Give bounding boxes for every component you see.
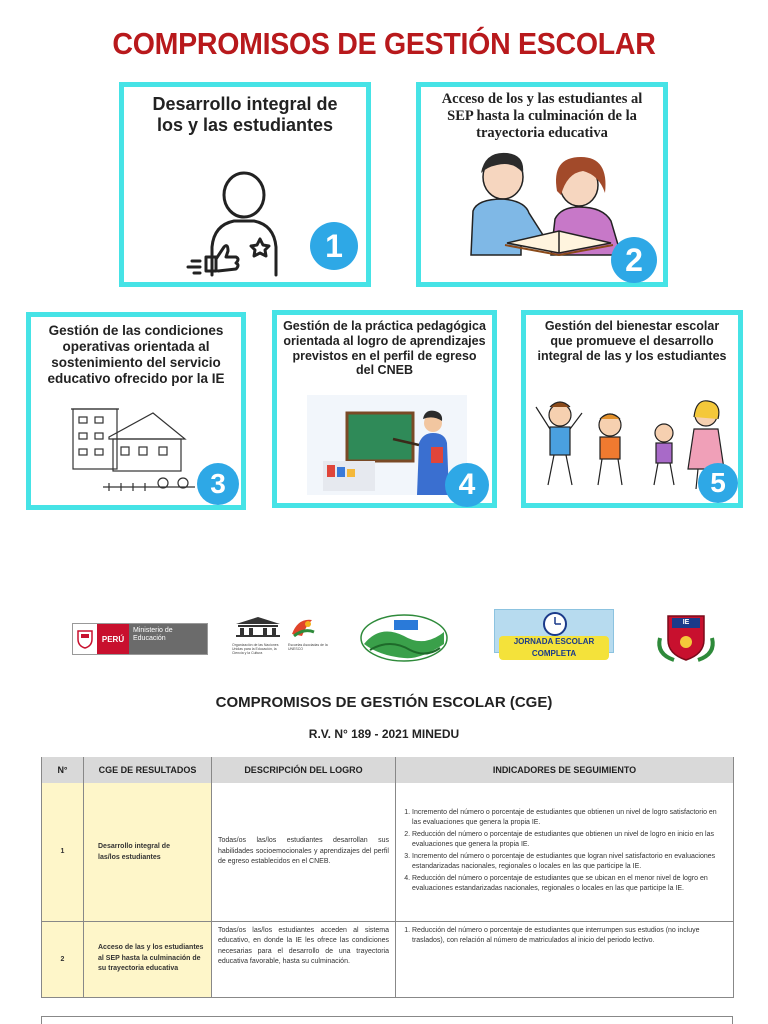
logos-row [0,606,768,662]
indicator-item: 3. Incremento del número o porcentaje de estudiantes que logran nivel satisfactorio en evaluaciones estandarizadas nacionales, regionales o locales en las que participe la IE. [412,852,727,873]
escuelas-asociadas-logo [288,616,328,662]
header-n: N° [42,757,84,783]
peru-shield-icon [76,629,94,649]
number-badge-4: 4 [445,463,489,507]
jec-logo [494,609,614,658]
peru-label: PERÚ [97,624,129,654]
card-title: Gestión de las condiciones operativas orientada al sostenimiento del servicio educativo ofrecido por la IE [47,323,225,386]
page-title: COMPROMISOS DE GESTIÓN ESCOLAR [112,26,656,61]
row-description: Todas/os las/los estudiantes desarrollan sus habilidades socioemocionales y aprendizajes del perfil de egreso establecidos en el CNEB. [212,783,396,921]
card-title: Gestión del bienestar escolar que promueve el desarrollo integral de las y los estudiantes [537,319,727,363]
school-emblem-logo [360,614,448,662]
teacher-at-chalkboard [307,395,467,495]
indicator-list [402,808,727,895]
indicator-item: 4. Reducción del número o porcentaje de estudiantes que se ubican en el menor nivel de logro en evaluaciones estandarizadas nacionales, regionales o locales en las que participe la IE. [412,874,727,895]
next-table-edge [41,1016,733,1024]
escuelas-emblem-icon [288,616,316,638]
table-row [42,921,734,997]
row-number: 2 [42,921,84,997]
cge-card-4 [272,310,497,508]
number-badge-1: 1 [310,222,358,270]
minedu-label: Ministerio de Educación [129,624,207,654]
document-title: COMPROMISOS DE GESTIÓN ESCOLAR (CGE) [215,694,553,711]
number-badge-5: 5 [698,463,738,503]
cge-card-5 [521,310,743,508]
cge-card-1 [119,82,371,287]
card-title: Desarrollo integral de los y las estudiantes [152,94,338,136]
row-cge: Desarrollo integral de las/los estudiantes [84,783,212,921]
indicator-list [402,926,727,947]
card-title: Gestión de la práctica pedagógica orientada al logro de aprendizajes previstos en el perfil de egreso del CNEB [283,319,486,378]
ie-label: IE [682,619,690,626]
minedu-logo [72,623,208,655]
table-header-row [42,757,734,783]
escuelas-text: Escuelas Asociadas de la UNESCO [288,643,328,652]
green-landscape-emblem-icon [360,614,448,662]
school-building-sketch [69,399,199,499]
indicator-item: 1. Incremento del número o porcentaje de estudiantes que obtienen un nivel de logro satisfactorio en las evaluaciones que genera la propia IE. [412,808,727,829]
header-indicators: INDICADORES DE SEGUIMIENTO [396,757,734,783]
student-with-thumbs-up-icon [184,167,294,277]
cge-card-3 [26,312,246,510]
indicator-item: 1. Reducción del número o porcentaje de estudiantes que interrumpen sus estudios (no incluye traslados), con relación al número de matriculados al inicio del periodo lectivo. [412,926,727,947]
header-cge: CGE DE RESULTADOS [84,757,212,783]
cge-card-2 [416,82,668,287]
indicator-item: 2. Reducción del número o porcentaje de estudiantes que obtienen un nivel de logro en inicio en las evaluaciones que genera la propia IE. [412,830,727,851]
ie-crest-logo [654,610,718,662]
row-number: 1 [42,783,84,921]
row-cge: Acceso de las y los estudiantes al SEP hasta la culminación de su trayectoria educativa [84,921,212,997]
table-row [42,783,734,921]
header-description: DESCRIPCIÓN DEL LOGRO [212,757,396,783]
number-badge-3: 3 [197,463,239,505]
row-indicators [396,783,734,921]
crest-shield-icon [654,610,718,662]
row-description: Todas/os las/los estudiantes acceden al sistema educativo, en donde la IE les ofrece las condiciones necesarias para el desarrollo de una trayectoria educativa favorable, hasta su culminación. [212,921,396,997]
number-badge-2: 2 [611,237,657,283]
document-subtitle: R.V. N° 189 - 2021 MINEDU [308,727,460,741]
card-title: Acceso de los y las estudiantes al SEP hasta la culminación de la trayectoria educativa [441,91,643,142]
cge-table [41,757,734,998]
unesco-temple-icon [232,616,284,638]
two-children-reading-book [451,145,651,255]
jec-text: JORNADA ESCOLAR COMPLETA [499,636,609,660]
unesco-text: Organización de las Naciones Unidas para la Educación, la Ciencia y la Cultura [232,643,279,656]
row-indicators [396,921,734,997]
unesco-logo [232,616,284,662]
